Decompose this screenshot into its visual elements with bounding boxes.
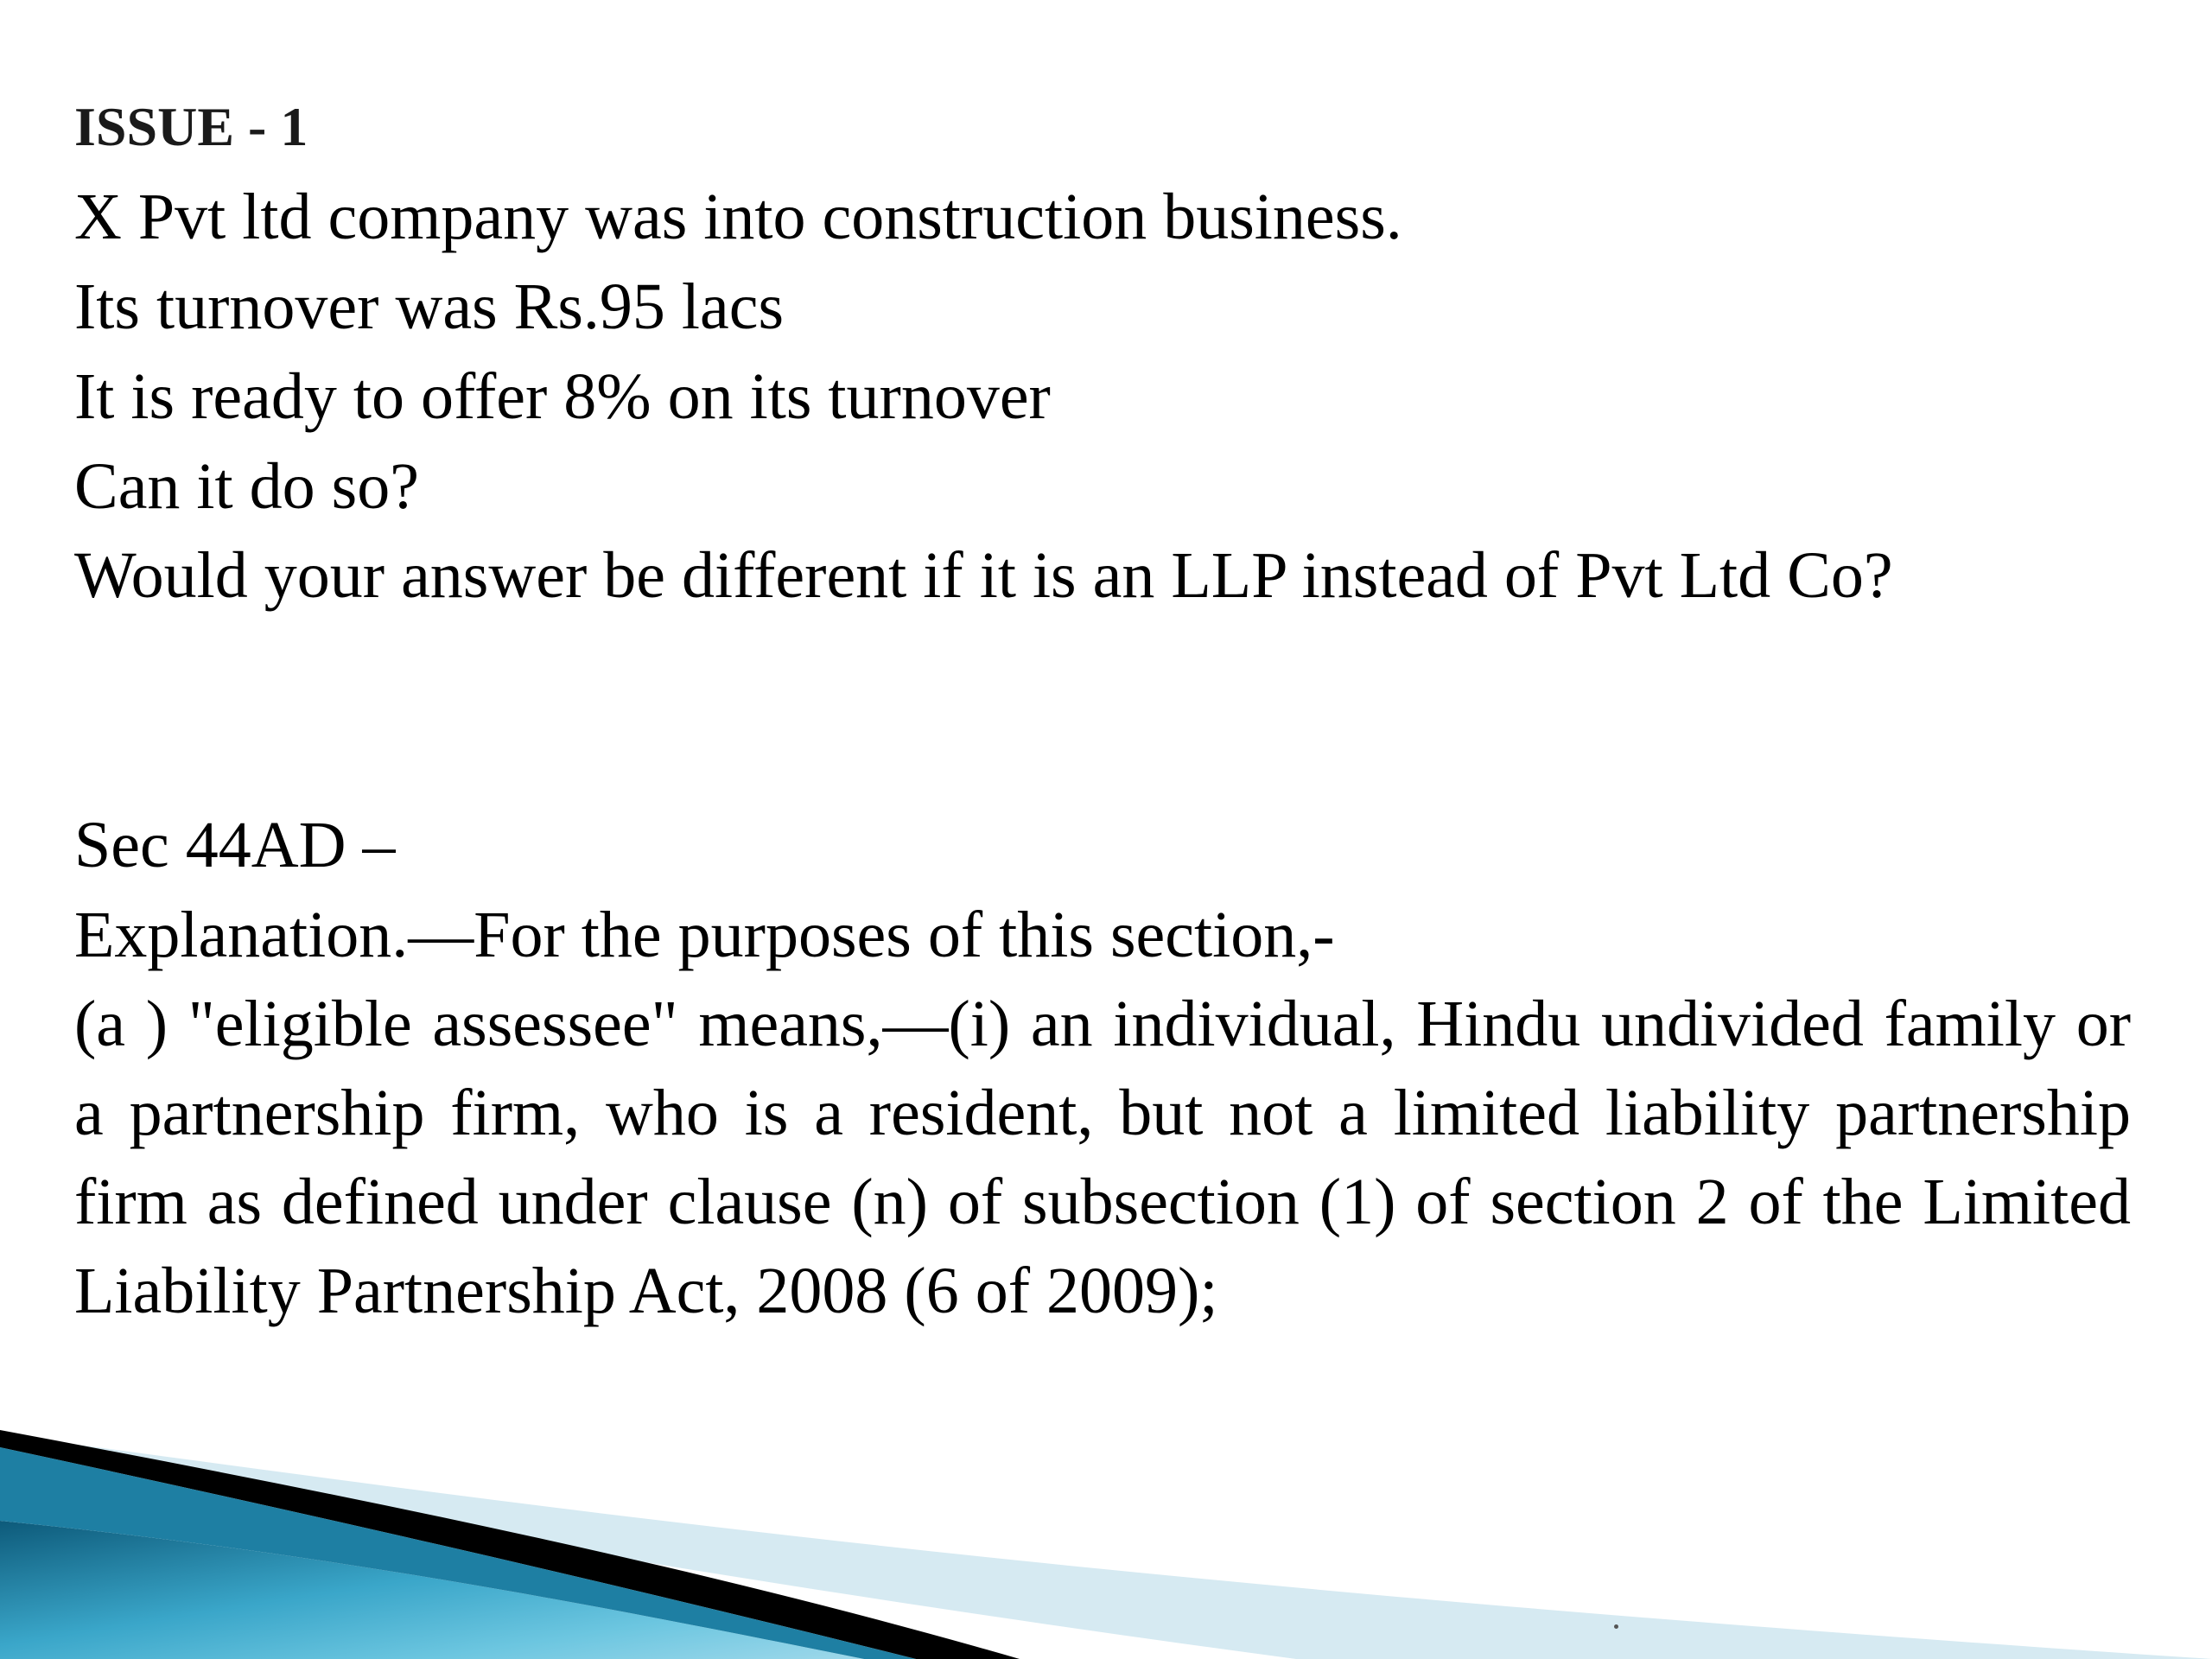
- issue-title: ISSUE - 1: [74, 96, 308, 157]
- slide-content: [74, 82, 2131, 1336]
- explanation-line: Explanation.—For the purposes of this section,-: [74, 899, 1335, 971]
- body-line: It is ready to offer 8% on its turnover: [74, 360, 1051, 433]
- small-dot: [1614, 1624, 1618, 1629]
- body-line: Its turnover was Rs.95 lacs: [74, 270, 785, 343]
- eligible-assessee-definition: (a ) "eligible assessee" means,—(i) an individual, Hindu undivided family or a partnership firm, who is a resident, but not a limited liability partnership firm as defined under clause (n) of subsection (1) of section 2 of the Limited Liability Partnership Act, 2008 (6 of 2009);: [74, 988, 2131, 1327]
- corner-swoosh-decoration: [0, 1382, 2212, 1659]
- section-heading: Sec 44AD –: [74, 809, 396, 881]
- body-line: Can it do so?: [74, 450, 419, 523]
- llp-question: Would your answer be different if it is an LLP instead of Pvt Ltd Co?: [74, 539, 1893, 612]
- body-line: X Pvt ltd company was into construction business.: [74, 181, 1402, 253]
- spacer: [74, 620, 2131, 800]
